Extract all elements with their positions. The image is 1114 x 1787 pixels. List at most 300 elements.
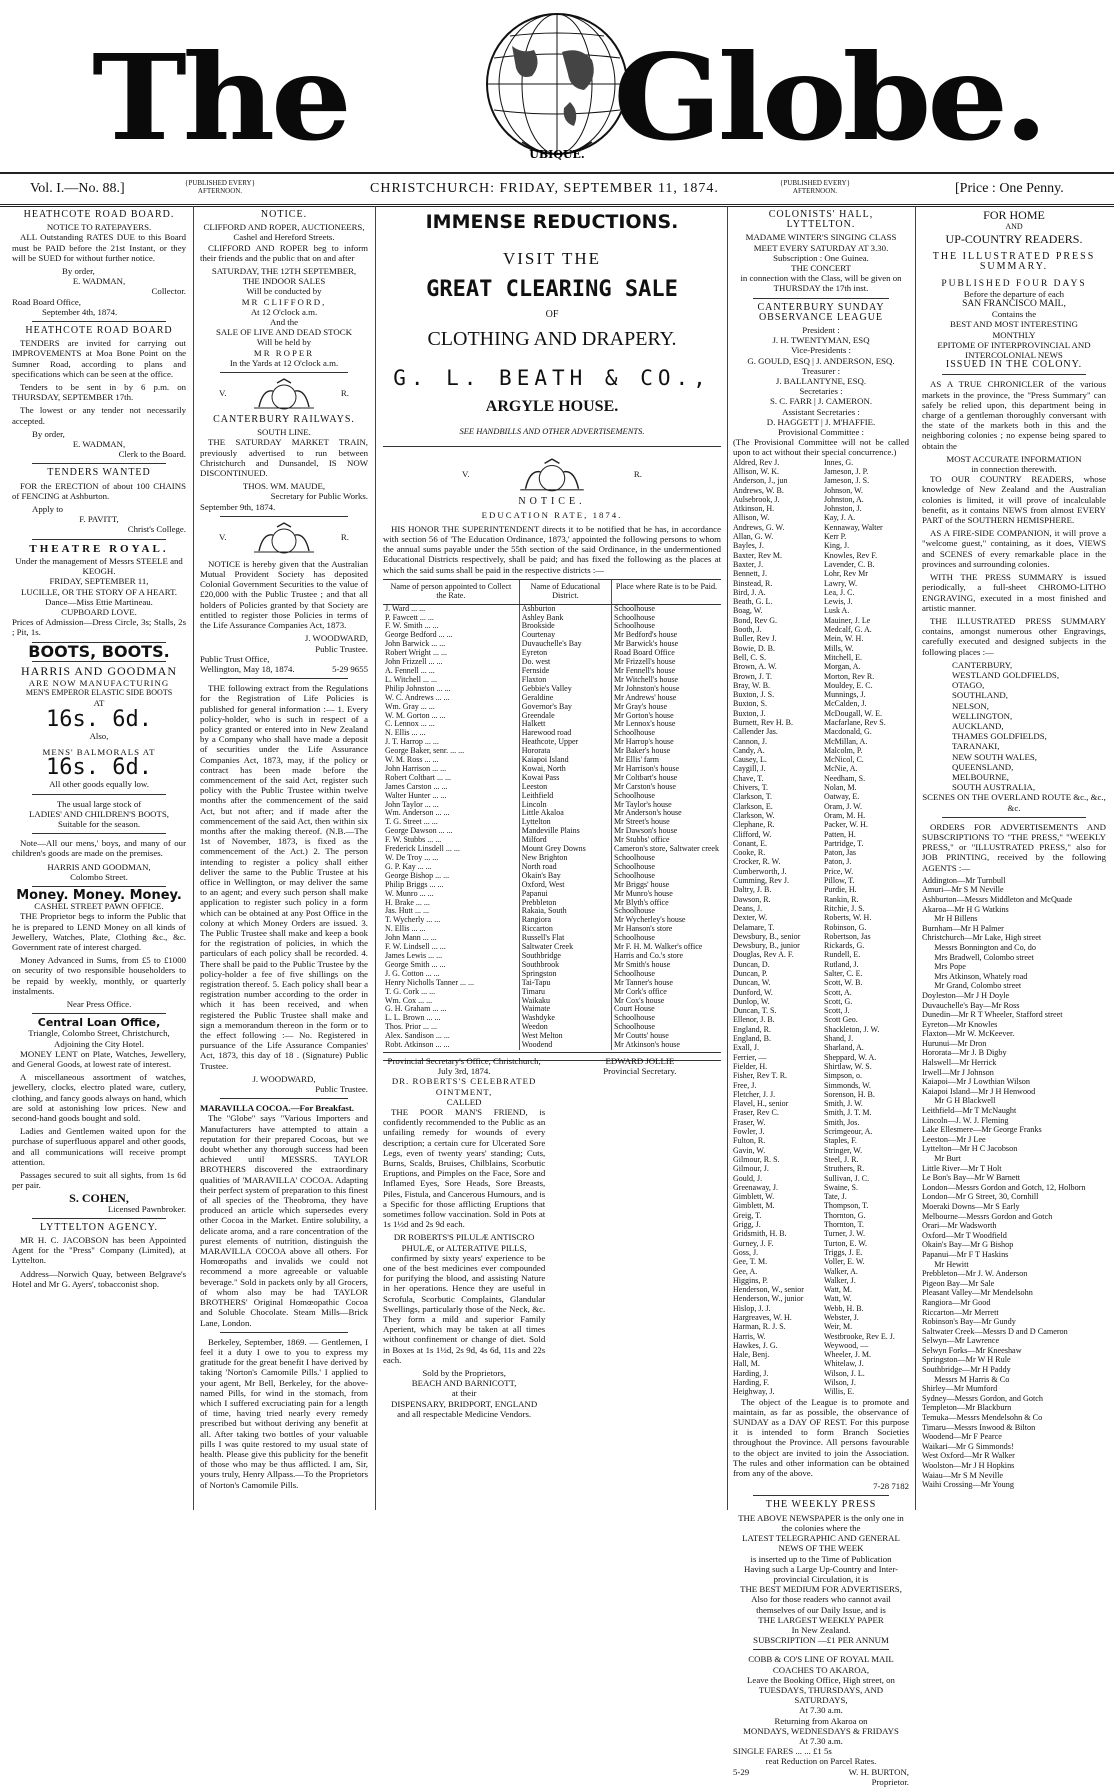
column-rule <box>193 206 194 1510</box>
list-item: Gilmour, R. S. <box>733 1154 780 1164</box>
list-item: Buxton, J. S. <box>733 690 775 700</box>
district-cell: Kaiapoi Island <box>519 756 611 765</box>
district-cell: Weedon <box>519 1023 611 1032</box>
list-item: Shackleton, J. W. <box>824 1024 880 1034</box>
district-cell: Leithfield <box>519 792 611 801</box>
list-item: Scott, A. <box>824 987 852 997</box>
list-item: Clarkson, W. <box>733 810 775 820</box>
league-note: (The Provisional Committee will not be called upon to act without their special concurrence.) <box>733 437 909 458</box>
list-item: Anderson, J., jun <box>733 476 788 486</box>
list-item: Cumming, Rev J. <box>733 876 790 886</box>
list-item: Lawry, W. <box>824 578 858 588</box>
list-item: Timaru—Messrs Inwood & Bilton <box>922 1422 1036 1432</box>
list-item: Selwyn—Mr Lawrence <box>922 1336 1000 1346</box>
collector-cell: W. Munro ... ... <box>385 888 434 898</box>
masthead <box>0 0 1114 172</box>
list-item: Swaine, S. <box>824 1182 858 1192</box>
collector-cell: N. Ellis ... ... <box>385 924 426 934</box>
place-cell: Cameron's store, Saltwater creek <box>612 845 721 854</box>
ad-body: Subscription : One Guinea. <box>773 252 869 263</box>
district-cell: Kowai Pass <box>519 774 611 783</box>
boots-ad <box>12 641 186 882</box>
table-role: Provincial Secretary. <box>603 1066 677 1077</box>
place-cell: Mr Dawson's house <box>612 827 721 836</box>
list-item: Salter, C. E. <box>824 969 863 978</box>
list-item: Callender Jas. <box>733 727 778 737</box>
list-item: Webster, J. <box>824 1312 859 1322</box>
loan-office-ad <box>12 1018 186 1214</box>
ips-line: BEST AND MOST INTERESTING <box>950 319 1078 330</box>
roberts-ointment-ad <box>383 1076 545 1419</box>
ips-line: SAN FRANCISCO MAIL, <box>962 299 1066 310</box>
list-item: Hargreaves, W. H. <box>733 1312 792 1322</box>
pawn-office-ad <box>12 887 186 1009</box>
list-item: Triggs, J. E. <box>824 1247 863 1257</box>
list-item: Andrews, G. W. <box>733 522 785 532</box>
list-item: Johnston, J. <box>824 504 862 514</box>
place-cell: Mr Stubbs' office <box>612 836 721 845</box>
auction-notice <box>200 210 368 368</box>
ad-apply: Apply to <box>32 504 64 515</box>
list-item: Kay, J. A. <box>824 513 856 523</box>
table-row <box>383 988 721 997</box>
list-item: Duncan, W. <box>733 978 771 988</box>
league-body: The object of the League is to promote and maintain, as far as possible, the observance of SUNDAY as a DAY OF REST. For this purpose it is intended to form Branch Societies throughout the Province. All persons favourable to the object are invited to join the Association. The rules and other information can be obtained from any of the above. <box>733 1396 909 1479</box>
list-item: Dunedin—Mr R T Wheeler, Stafford street <box>922 1010 1063 1020</box>
list-item: Templeton—Mr Blackburn <box>922 1403 1012 1413</box>
royal-arms-icon <box>249 521 319 555</box>
place-cell: Mr Ellis' farm <box>612 756 721 765</box>
ad-body: Money Advanced in Sums, from £5 to £1000 on security of two responsible householders to be repaid by weekly, monthly, or quarterly instalments. <box>12 955 186 996</box>
district-cell: New Brighton <box>519 854 611 863</box>
ad-body: MEN'S EMPEROR ELASTIC SIDE BOOTS <box>25 688 173 698</box>
notice-line: MR CLIFFORD, <box>241 296 327 307</box>
district-cell: Flaxton <box>519 676 611 685</box>
list-item: Selwyn Forks—Mr Kneeshaw <box>922 1345 1022 1355</box>
column-rule <box>915 206 916 1510</box>
column-2 <box>200 208 368 1508</box>
place-cell: Mr Coltbart's house <box>612 774 721 783</box>
collector-cell: Wm. Cox ... ... <box>385 995 433 1005</box>
list-item: McDougall, W. E. <box>824 708 882 718</box>
place-cell: Court House <box>612 1005 721 1014</box>
district-cell: Mandeville Plains <box>519 827 611 836</box>
ad-title: COLONISTS' HALL, LYTTELTON. <box>768 209 874 231</box>
list-item: McMillan, A. <box>824 736 868 746</box>
list-item: Rickards, G. <box>824 941 865 951</box>
list-item: Harris, W. <box>733 1331 766 1341</box>
district-cell: Fernside <box>519 667 611 676</box>
column-rule <box>375 206 376 1510</box>
district-cell: Duvauchelle's Bay <box>519 640 611 649</box>
ad-title: THEATRE ROYAL. <box>29 542 169 555</box>
notice-body: TENDERS are invited for carrying out IMPROVEMENTS at Moa Bone Point on the Sumner Road, according to plans and specifications which can be seen at the office. <box>12 338 186 379</box>
list-item: Prebbleton—Mr J. W. Anderson <box>922 1269 1028 1279</box>
notice-by: By order, <box>62 266 95 277</box>
masthead-title-right: Globe. <box>613 28 1044 167</box>
list-item: Morgan, A. <box>824 662 861 672</box>
agents-list <box>922 876 1106 1490</box>
notice-line: MR ROPER <box>253 347 315 358</box>
list-item: Bowie, D. B. <box>733 643 775 653</box>
notice-day: SATURDAY, THE 12TH SEPTEMBER, <box>211 266 357 277</box>
league-label: Secretaries : <box>799 386 843 397</box>
district-cell: Milford <box>519 836 611 845</box>
list-item: Mouldey, E. C. <box>824 680 873 690</box>
list-item: Harman, R. J. S. <box>733 1322 786 1332</box>
place-cell: Schoolhouse <box>612 614 721 623</box>
list-item: Gurney, J. F. <box>733 1238 774 1248</box>
ad-body: SUBSCRIPTION —£1 PER ANNUM <box>753 1635 889 1646</box>
district-cell: Tai-Tapu <box>519 979 611 988</box>
list-item: Papanui—Mr F T Haskins <box>922 1249 1009 1259</box>
list-item: Dexter, W. <box>733 913 768 923</box>
ad-body: The usual large stock of <box>56 798 142 809</box>
ad-note: Note—All our mens,' boys, and many of our children's goods are made on the premises. <box>12 838 186 859</box>
list-item: Woodend—Mr F Pearce <box>922 1432 1002 1442</box>
list-item: TARANAKI, <box>952 741 1000 752</box>
list-item: Jameson, J. P. <box>824 466 869 476</box>
collector-cell: T. G. Cork ... ... <box>385 986 436 996</box>
royal-arms <box>383 457 721 493</box>
place-cell: Mr Carston's house <box>612 783 721 792</box>
list-item: Patten, H. <box>824 829 856 839</box>
sale-firm: G. L. BEATH & CO., <box>393 366 711 391</box>
education-notice-body: HIS HONOR THE SUPERINTENDENT directs it to be notified that he has, in accordance with section 56 of 'The Education Ordinance, 1873,' appointed the following persons to whom the annual sums payable under the 55th section of the said Ordinance, in the undermentioned Educational Districts respectively, shall be paid; and has fixed the following as the places at which the said sums shall be paid in the respective districts :— <box>383 523 721 575</box>
list-item: Akaroa—Mr H G Watkins <box>922 904 1009 914</box>
place-cell: Schoolhouse <box>612 604 721 613</box>
collector-cell: W. C. Andrews ... ... <box>385 692 450 702</box>
place-cell: Schoolhouse <box>612 1023 721 1032</box>
collector-cell: J. Ward ... ... <box>385 603 426 613</box>
list-item: Kerr P. <box>824 532 847 542</box>
place-cell: Mr Cork's office <box>612 988 721 997</box>
district-cell: Harewood road <box>519 729 611 738</box>
list-item: Harding, J. <box>733 1368 769 1378</box>
list-item: Goss, J. <box>733 1247 759 1257</box>
notice-line: SALE OF LIVE AND DEAD STOCK <box>216 327 352 338</box>
list-item: Rundell, E. <box>824 950 861 960</box>
ad-body: At 7.30 a.m. <box>799 1735 843 1746</box>
district-cell: Greendale <box>519 712 611 721</box>
ad-body: The "Globe" says "Various Importers and Manufacturers have attempted to attain a reputation for their prepared Cocoas, but we doubt whether any thorough success had been achieved until MESSRS. TAYLOR BROTHERS discovered the extraordinary qualities of 'MARAVILLA' COCOA. Adapting their perfect system of preparation to this finest of all species of the Theobroma, they have produced an article which supersedes every other Cocoa in the Market. Entire solubility, a delicate aroma, and a rare concentration of the purest elements of nutrition, distinguish the MARAVILLA COCOA above all others. For Homœopaths and invalids we could not recommend a more agreeable or valuable beverage." Sold in packets only by all Grocers, of whom also may be had TAYLOR BROTHERS' Original Homœopathic Cocoa and Soluble Chocolate. Steam Mills—Brick Lane, London. <box>200 1113 368 1328</box>
district-cell: Waikaku <box>519 997 611 1006</box>
collector-cell: George Dawson ... ... <box>385 826 453 836</box>
list-item: Fielder, H. <box>733 1061 768 1071</box>
list-item: West Oxford—Mr R Walker <box>922 1451 1015 1461</box>
ad-title: Central Loan Office, <box>37 1016 161 1030</box>
notice-title: HEATHCOTE ROAD BOARD. <box>23 209 175 220</box>
list-item: King, J. <box>824 541 850 551</box>
list-item: Bell, C. S. <box>733 652 767 662</box>
royal-v: V. <box>219 388 227 399</box>
list-item: Exall, J. <box>733 1043 759 1053</box>
notice-body: ALL Outstanding RATES DUE to this Board must be PAID before the 21st Instant, or they will be SUED for without further notice. <box>12 232 186 263</box>
notice-title: NOTICE. <box>518 496 586 508</box>
list-item: Caygill, J. <box>733 764 766 774</box>
ips-body: AS A TRUE CHRONICLER of the various markets in the province, the "Press Summary" can safely be relied upon, this department being in charge of a gentleman thoroughly conversant with the state of the markets both in this and the neighboring colonies ; no expense being spared to obtain the <box>922 379 1106 451</box>
league-value: D. HAGGETT | J. M'HAFFIE. <box>766 416 876 427</box>
list-item: Bayles, J. <box>733 541 764 551</box>
ad-play: CUPBOARD LOVE. <box>61 606 137 617</box>
list-item: Packer, W. H. <box>824 820 868 830</box>
list-item: Johnston, A. <box>824 494 864 504</box>
list-item: Grigg, J. <box>733 1220 761 1230</box>
list-item: Saltwater Creek—Messrs D and D Cameron <box>922 1326 1068 1336</box>
collector-cell: J. T. Harrop ... ... <box>385 737 439 747</box>
list-item: Robertson, Jas <box>824 931 871 941</box>
notice-title: HEATHCOTE ROAD BOARD <box>25 325 173 337</box>
list-item: Jameson, J. S. <box>824 476 870 486</box>
list-item: Chave, T. <box>733 773 764 783</box>
list-item: Willis, E. <box>824 1387 855 1397</box>
sale-title: GREAT CLEARING SALE <box>426 277 678 302</box>
list-item: Allison, W. <box>733 513 770 523</box>
district-cell: Ashley Bank <box>519 614 611 623</box>
list-item: Delamare, T. <box>733 922 775 932</box>
table-header: Place where Rate is to be Paid. <box>612 579 721 604</box>
list-item: Bennett, J. <box>733 569 767 579</box>
royal-r: R. <box>340 388 349 399</box>
ips-line: Contains the <box>991 309 1037 320</box>
ad-address: Address—Norwich Quay, between Belgrave's Hotel and Mr G. Ayers', tobacconist shop. <box>12 1268 186 1289</box>
collector-cell: Frederick Linsdell ... ... <box>385 844 460 854</box>
place-cell: Mr Briggs' house <box>612 881 721 890</box>
list-item: Waiau—Mr S M Neville <box>922 1470 1003 1480</box>
place-cell: Mr Street's house <box>612 818 721 827</box>
ad-body: THE LARGEST WEEKLY PAPER <box>758 1614 884 1625</box>
place-cell: Mr Atkinson's house <box>612 1041 721 1050</box>
list-item: Lincoln—J. W. J. Fleming <box>922 1115 1009 1125</box>
collector-cell: W. De Troy ... ... <box>385 853 439 863</box>
ad-body: All other goods equally low. <box>49 779 149 790</box>
list-item: Chivers, T. <box>733 783 769 793</box>
list-item: Candy, A. <box>733 745 765 755</box>
ad-title: Money. Money. Money. <box>16 887 182 903</box>
ips-body: TO OUR COUNTRY READERS, whose knowledge of New Zealand and the Australian colonies is limited, it will prove of incalculable benefit, as it contains NEWS from almost EVERY PART of the SOUTHERN HEMISPHERE. <box>922 474 1106 526</box>
royal-v: V. <box>219 531 227 542</box>
ips-line: Before the departure of each <box>963 288 1065 299</box>
list-item: London—Messrs Gordon and Gotch, 12, Holborn <box>922 1182 1086 1192</box>
district-cell: Okain's Bay <box>519 872 611 881</box>
list-item: Kaiapoi Island—Mr J H Henwood <box>922 1086 1036 1096</box>
ad-title: COBB & CO'S LINE OF ROYAL MAIL COACHES TO AKAROA, <box>748 1654 894 1675</box>
list-item: Munnings, J. <box>824 690 866 700</box>
league-value: J. BALLANTYNE, ESQ. <box>775 376 867 387</box>
list-item: MELBOURNE, <box>952 771 1009 782</box>
league-label: Assistant Secretaries : <box>782 406 860 417</box>
place-cell: Mr Taylor's house <box>612 801 721 810</box>
place-cell: Mr Gorton's house <box>612 712 721 721</box>
list-item: Watt, M. <box>824 1285 853 1295</box>
notice-body: CLIFFORD AND ROPER beg to inform their friends and the public that on and after <box>200 242 368 263</box>
list-item: Fraser, Rev C. <box>733 1108 779 1118</box>
list-item: Fowler, J. <box>733 1127 765 1137</box>
list-item: Mr Burt <box>922 1154 961 1163</box>
notice-line: Will be held by <box>256 337 312 348</box>
collector-cell: A. Fennell ... ... <box>385 665 435 675</box>
place-cell: Mr Smith's house <box>612 961 721 970</box>
globe-motto: UBIQUE. <box>529 148 585 161</box>
list-item: Malcolm, P. <box>824 745 863 755</box>
district-cell: Do. west <box>519 658 611 667</box>
ad-body: MENS' BALMORALS AT <box>42 746 156 757</box>
ips-line: SCENES ON THE OVERLAND ROUTE &c., &c., &c. <box>922 792 1106 813</box>
list-item: Aulsebrook, J. <box>733 494 780 504</box>
list-item: Bird, J. A. <box>733 587 766 597</box>
ad-body: THE CONCERT <box>791 263 851 274</box>
collector-cell: N. Ellis ... ... <box>385 728 426 738</box>
place-cell: Mr Blyth's office <box>612 899 721 908</box>
list-item: Mitchell, E. <box>824 652 862 662</box>
heathcote-tenders-notice <box>12 326 186 459</box>
list-item: Oxford—Mr T Woodfield <box>922 1230 1007 1240</box>
list-item: Thornton, G. <box>824 1210 866 1220</box>
list-item: Paton, Jas <box>824 848 856 858</box>
ad-title: BOOTS, BOOTS. <box>28 641 170 661</box>
list-item: Harding, F. <box>733 1378 770 1388</box>
price: [Price : One Penny. <box>955 181 1064 196</box>
place-cell: Mr F. H. M. Walker's office <box>612 943 721 952</box>
table-header: Name of Educational District. <box>519 579 611 604</box>
ad-body: THE POOR MAN'S FRIEND, is confidently recommended to the Public as an unfailing remedy for wounds of every description; a certain cure for Ulcerated Sore Legs, even of twenty years' standing; Cuts, Burns, Scalds, Bruises, Chilblains, Scorbutic Eruptions, and Pimples on the Face, Sore and Inflamed Eyes, Sore Heads, Sore Breasts, Piles, Fistula, and Cancerous Humours, and is a Specific for those afflicting Eruptions that sometimes follow vaccination. Sold in Pots at 1s 1½d and 2s 9d each. <box>383 1106 546 1230</box>
collector-cell: F. W. Smith ... ... <box>385 621 439 631</box>
place-cell: Mr Cox's house <box>612 997 721 1006</box>
ad-called: CALLED <box>446 1096 482 1107</box>
collector-cell: Robert Coltbart ... ... <box>385 772 451 782</box>
collector-cell: Philip Johnston ... ... <box>385 683 451 693</box>
list-item: Cooke, R. <box>733 848 766 858</box>
list-item: Mrs Pope <box>922 962 966 972</box>
ad-title: THE WEEKLY PRESS <box>765 1499 877 1511</box>
place-cell: Mr Fennell's house <box>612 667 721 676</box>
district-cell: Eyreton <box>519 649 611 658</box>
list-item: Bond, Rev G. <box>733 615 777 625</box>
district-cell: Mount Grey Downs <box>519 845 611 854</box>
list-item: Moeraki Downs—Mr S Early <box>922 1201 1020 1211</box>
notice-signer: E. WADMAN, <box>72 439 126 450</box>
list-item: Lohr, Rev Mr <box>824 569 868 579</box>
ad-signer: HARRIS AND GOODMAN, <box>47 861 151 872</box>
list-item: THAMES GOLDFIELDS, <box>952 731 1047 742</box>
notice-code: 5-29 9655 <box>332 663 368 674</box>
district-cell: Courtenay <box>519 631 611 640</box>
notice-line: At 12 O'clock a.m. <box>250 306 318 317</box>
place-cell: Mr Barwick's house <box>612 640 721 649</box>
list-item: Buxton, J. <box>733 708 766 718</box>
list-item: Gimblett, M. <box>733 1201 775 1211</box>
list-item: Walker, J. <box>824 1275 856 1285</box>
district-cell: Riccarton <box>519 925 611 934</box>
list-item: Doyleston—Mr J H Doyle <box>922 990 1010 1000</box>
notice-date: September 9th, 1874. <box>200 501 276 512</box>
ad-firm: BEACH AND BARNICOTT, <box>411 1378 517 1389</box>
place-cell: Mr Anderson's house <box>612 809 721 818</box>
ips-body: AS A FIRE-SIDE COMPANION, it will prove a "welcome guest," containing, as it does, VIEWS and SCENES of every remarkable place in the provinces and surrounding colonies. <box>922 528 1106 569</box>
list-item: Mr Hewitt <box>922 1259 969 1269</box>
list-item: Struthers, R. <box>824 1164 865 1174</box>
notice-subtitle: NOTICE TO RATEPAYERS. <box>46 222 152 233</box>
list-item: AUCKLAND, <box>952 720 1004 731</box>
list-item: Hurunui—Mr Dron <box>922 1038 987 1048</box>
list-item: Allison, W. K. <box>733 466 780 476</box>
place-cell: Schoolhouse <box>612 863 721 872</box>
list-item: Hale, Benj. <box>733 1350 770 1360</box>
list-item: Ritchie, J. S. <box>824 903 865 913</box>
list-item: McNicol, C. <box>824 755 864 765</box>
list-item: Conant, E. <box>733 838 767 848</box>
notice-line: Will be conducted by <box>246 286 322 297</box>
district-cell: Southbrook <box>519 961 611 970</box>
list-item: Brown, A. W. <box>733 662 777 672</box>
ad-price: 16s. 6d. <box>46 706 152 732</box>
list-item: CANTERBURY, <box>952 659 1013 670</box>
list-item: Southbridge—Mr H Paddy <box>922 1365 1011 1375</box>
list-item: Macdonald, G. <box>824 727 872 737</box>
place-cell: Mr Tanner's house <box>612 979 721 988</box>
list-item: Little River—Mr T Holt <box>922 1163 1002 1173</box>
ips-heading: UP-COUNTRY READERS. <box>945 232 1083 247</box>
collector-cell: J. G. Cotton ... ... <box>385 968 440 978</box>
list-item: Sydney—Messrs Gordon, and Gotch <box>922 1393 1043 1403</box>
district-cell: Russell's Flat <box>519 934 611 943</box>
notice-role: Clerk to the Board. <box>118 449 186 460</box>
regulations-signer: J. WOODWARD, <box>252 1073 316 1084</box>
list-item: Kaiapoi—Mr J Lowthian Wilson <box>922 1077 1030 1087</box>
royal-arms <box>200 521 368 555</box>
notice-title: CANTERBURY SUNDAY OBSERVANCE LEAGUE <box>757 301 885 323</box>
list-item: Smith, Jos. <box>824 1117 860 1127</box>
notice-body: The lowest or any tender not necessarily accepted. <box>12 405 186 426</box>
place-cell: Mr Gray's house <box>612 703 721 712</box>
district-cell: North road <box>519 863 611 872</box>
list-item: Lake Ellesmere—Mr George Franks <box>922 1125 1042 1135</box>
league-value: J. H. TWENTYMAN, ESQ <box>772 335 870 346</box>
collector-cell: F. W. Stubbs ... ... <box>385 835 442 845</box>
list-item: Clifford, W. <box>733 829 772 839</box>
ad-title: LYTTELTON AGENCY. <box>39 1221 159 1233</box>
ips-line: in connection therewith. <box>971 464 1057 475</box>
ad-place: Christ's College. <box>127 524 186 535</box>
collector-cell: John Mann ... ... <box>385 933 437 943</box>
ad-body: in connection with the Class, will be given on THURSDAY the 17th inst. <box>740 273 902 294</box>
sunday-league-notice <box>733 303 909 1492</box>
place-cell: Harris and Co.'s store <box>612 952 721 961</box>
ad-line: at their <box>451 1388 477 1399</box>
list-item: Wilson, J. L. <box>824 1368 865 1378</box>
list-item: SOUTHLAND, <box>952 690 1008 701</box>
agents-intro: ORDERS FOR ADVERTISEMENTS AND SUBSCRIPTIONS TO "THE PRESS," "WEEKLY PRESS," or "ILLUSTRATED PRESS," also for JOB PRINTING, received by the following AGENTS :— <box>922 821 1106 873</box>
collector-cell: George Smith ... ... <box>385 959 446 969</box>
list-item: London—Mr G Street, 30, Cornhill <box>922 1192 1039 1202</box>
list-item: Henderson, W., senior <box>733 1285 804 1295</box>
list-item: Lusk A. <box>824 606 850 616</box>
list-item: Eyreton—Mr Knowles <box>922 1019 998 1029</box>
collector-cell: John Taylor ... ... <box>385 799 439 809</box>
list-item: Temuka—Messrs Mendelsohn & Co <box>922 1413 1043 1423</box>
ad-body: Passages secured to suit all sights, from 1s 6d per pair. <box>12 1170 186 1191</box>
list-item: Flaxton—Mr W. McKeever. <box>922 1029 1015 1039</box>
sale-goods: CLOTHING AND DRAPERY. <box>427 328 677 351</box>
notice-by: By order, <box>32 428 65 439</box>
ad-body: LADIES' AND CHILDREN'S BOOTS, <box>28 808 169 819</box>
notice-address: Cashel and Hereford Streets. <box>233 232 335 243</box>
place-cell: Mr Baker's house <box>612 747 721 756</box>
ips-line: EPITOME OF INTERPROVINCIAL AND INTERCOLONIAL NEWS <box>937 339 1091 361</box>
ad-line: DISPENSARY, BRIDPORT, ENGLAND <box>390 1398 538 1409</box>
ad-body: Leave the Booking Office, High street, on <box>747 1674 895 1685</box>
ad-role: Proprietor. <box>871 1776 909 1787</box>
